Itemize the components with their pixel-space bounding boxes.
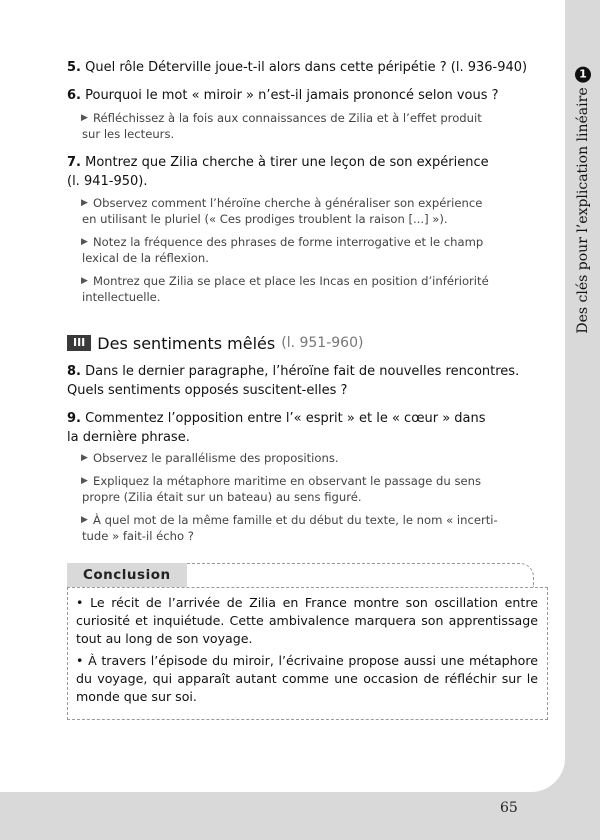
conclusion-border-top — [187, 563, 534, 587]
side-title-text: Des clés pour l’explication linéaire — [575, 87, 591, 334]
side-title — [575, 66, 591, 333]
section-number: III — [67, 335, 91, 351]
chapter-badge: 1 — [575, 66, 591, 82]
conclusion-title: Conclusion — [67, 563, 187, 587]
hint: ▶ Expliquez la métaphore maritime en observant le passage du sens propre (Zilia était sur un bateau) au sens figuré. — [81, 474, 482, 504]
conclusion-paragraph: • À travers l’épisode du miroir, l’écrivaine propose aussi une métaphore du voyage, qui apparaît autant comme une occasion de réfléchir sur le monde que sur soi. — [76, 653, 538, 704]
hint: ▶ Observez comment l’héroïne cherche à généraliser son expérience en utilisant le pluriel (« Ces prodiges troublent la raison [...] »). — [81, 196, 483, 226]
hint: ▶ Notez la fréquence des phrases de forme interrogative et le champ lexical de la réflexion. — [81, 235, 484, 265]
arrow-right-icon: ▶ — [81, 237, 88, 247]
arrow-right-icon: ▶ — [81, 276, 88, 286]
arrow-right-icon: ▶ — [81, 515, 88, 525]
section-ref: (l. 951-960) — [281, 335, 364, 351]
hint: ▶ Réfléchissez à la fois aux connaissances de Zilia et à l’effet produit sur les lecteurs. — [81, 111, 482, 141]
question-7: 7. Montrez que Zilia cherche à tirer une leçon de son expérience (l. 941-950). — [67, 155, 489, 189]
question-8: 8. Dans le dernier paragraphe, l’héroïne fait de nouvelles rencontres. Quels sentiments opposés suscitent-elles ? — [67, 364, 520, 398]
arrow-right-icon: ▶ — [81, 113, 88, 123]
question-5: 5. Quel rôle Déterville joue-t-il alors dans cette péripétie ? (l. 936-940) — [67, 60, 528, 75]
question-6: 6. Pourquoi le mot « miroir » n’est-il jamais prononcé selon vous ? — [67, 88, 499, 103]
conclusion-paragraph: • Le récit de l’arrivée de Zilia en France montre son oscillation entre curiosité et inquiétude. Cette ambivalence marquera son apprentissage tout au long de son voyage. — [76, 595, 538, 646]
section-heading — [67, 332, 363, 354]
section-title: Des sentiments mêlés — [97, 333, 276, 353]
arrow-right-icon: ▶ — [81, 198, 88, 208]
arrow-right-icon: ▶ — [81, 453, 88, 463]
page-number: 65 — [500, 800, 518, 816]
question-9: 9. Commentez l’opposition entre l’« esprit » et le « cœur » dans la dernière phrase. — [67, 411, 486, 445]
hint: ▶ Observez le parallélisme des propositions. — [81, 451, 339, 465]
hint: ▶ Montrez que Zilia se place et place les Incas en position d’infériorité intellectuelle. — [81, 274, 489, 304]
arrow-right-icon: ▶ — [81, 476, 88, 486]
hint: ▶ À quel mot de la même famille et du début du texte, le nom « incerti- tude » fait-il écho ? — [81, 513, 498, 543]
